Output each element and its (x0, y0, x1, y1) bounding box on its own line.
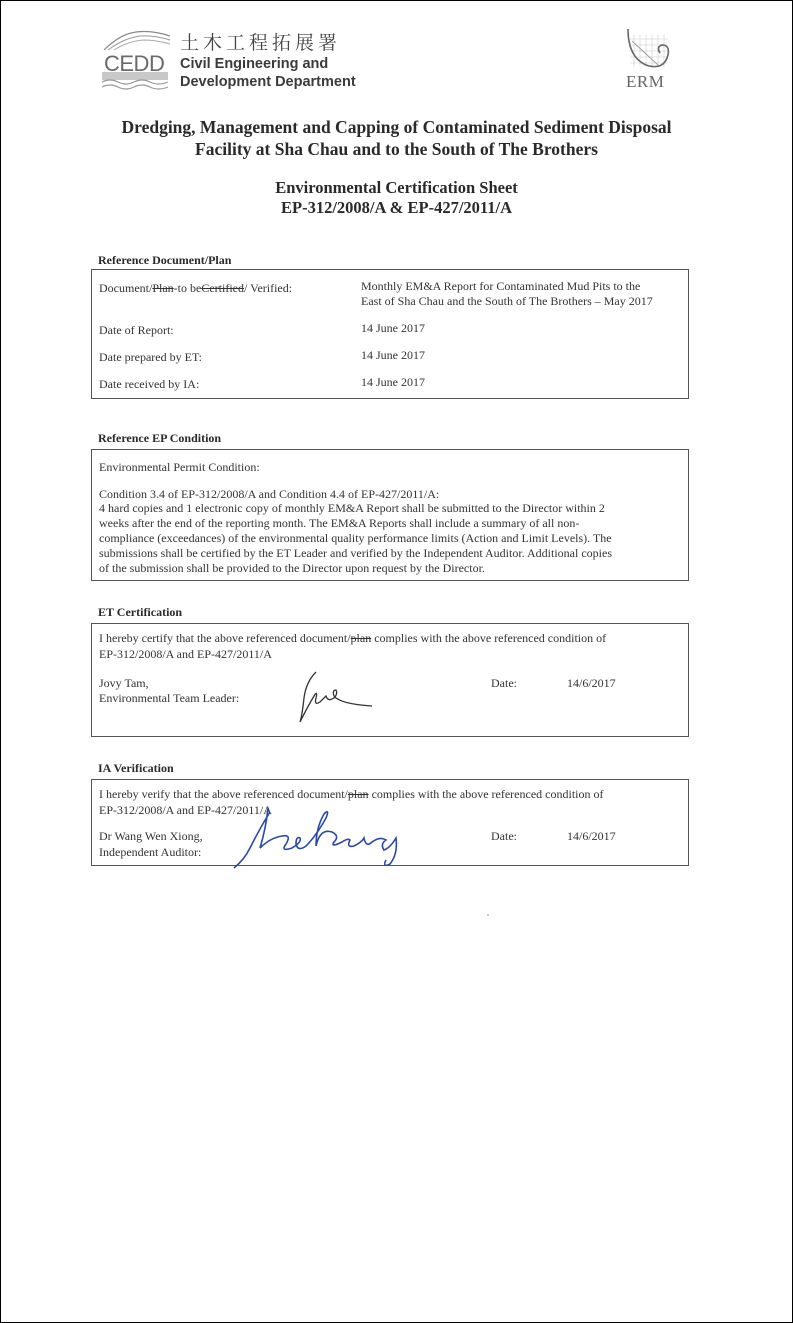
cedd-logo (100, 26, 370, 92)
ep-condition-box (91, 449, 689, 581)
ia-signatory-name: Dr Wang Wen Xiong, (99, 829, 203, 843)
et-date-value: 14/6/2017 (567, 676, 616, 690)
date-prepared-value: 14 June 2017 (361, 348, 425, 362)
ia-date-value: 14/6/2017 (567, 829, 616, 843)
cedd-abbrev: CEDD (104, 51, 165, 76)
ep-condition-line: weeks after the end of the reporting month. The EM&A Reports shall include a summary of all non- (99, 516, 580, 530)
ep-condition-line: of the submission shall be provided to the Director upon request by the Director. (99, 561, 485, 575)
document-value-line1: Monthly EM&A Report for Contaminated Mud Pits to the (361, 279, 641, 293)
reference-document-box (91, 269, 689, 399)
date-received-label: Date received by IA: (99, 377, 200, 391)
et-statement-line2: EP-312/2008/A and EP-427/2011/A (99, 647, 272, 661)
erm-text: ERM (626, 72, 665, 91)
date-of-report-value: 14 June 2017 (361, 321, 425, 335)
erm-spiral-grid-icon (620, 27, 675, 71)
date-prepared-label: Date prepared by ET: (99, 350, 203, 364)
ep-condition-line: compliance (exceedances) of the environmental quality performance limits (Action and Limit Levels). The (99, 531, 612, 545)
cedd-chinese-name: 土木工程拓展署 (180, 32, 342, 54)
date-of-report-label: Date of Report: (99, 323, 174, 337)
document-label: Document/Plan-to beCertified/ Verified: (99, 281, 293, 295)
et-statement-line1: I hereby certify that the above referenced document/plan complies with the above referenced condition of (99, 631, 607, 645)
project-title-line2: Facility at Sha Chau and to the South of The Brothers (195, 139, 598, 159)
ia-signatory-role: Independent Auditor: (99, 845, 202, 859)
ep-condition-ref: Condition 3.4 of EP-312/2008/A and Condition 4.4 of EP-427/2011/A: (99, 487, 440, 501)
section-label-ep-condition: Reference EP Condition (98, 431, 222, 445)
date-received-value: 14 June 2017 (361, 375, 425, 389)
cedd-english-name-line2: Development Department (180, 74, 356, 90)
ia-date-label: Date: (491, 829, 517, 843)
permit-refs: EP-312/2008/A & EP-427/2011/A (281, 198, 512, 217)
section-label-ia-verification: IA Verification (98, 761, 174, 775)
ep-condition-heading: Environmental Permit Condition: (99, 460, 260, 474)
project-title (0, 116, 793, 160)
et-signatory-role: Environmental Team Leader: (99, 691, 240, 705)
et-certification-box (91, 623, 689, 737)
section-label-et-certification: ET Certification (98, 605, 183, 619)
erm-logo (620, 27, 675, 93)
et-signatory-name: Jovy Tam, (99, 676, 149, 690)
ia-verification-box (91, 779, 689, 866)
et-date-label: Date: (491, 676, 517, 690)
et-signature-icon (292, 668, 382, 728)
ep-condition-line: submissions shall be certified by the ET Leader and verified by the Independent Auditor. Additional copies (99, 546, 612, 560)
project-title-line1: Dredging, Management and Capping of Contaminated Sediment Disposal (121, 117, 672, 137)
ia-signature-icon (230, 798, 430, 870)
document-value-line2: East of Sha Chau and the South of The Brothers – May 2017 (361, 294, 653, 308)
ep-condition-line: 4 hard copies and 1 electronic copy of monthly EM&A Report shall be submitted to the Director within 2 (99, 501, 605, 515)
ia-statement-line1: I hereby verify that the above referenced document/plan complies with the above referenced condition of (99, 787, 604, 801)
ia-statement-line2: EP-312/2008/A and EP-427/2011/A (99, 803, 272, 817)
sheet-name: Environmental Certification Sheet (275, 178, 518, 197)
scan-speck (487, 914, 489, 916)
cedd-english-name-line1: Civil Engineering and (180, 56, 329, 72)
sheet-title (0, 178, 793, 218)
section-label-reference-document: Reference Document/Plan (98, 253, 232, 267)
